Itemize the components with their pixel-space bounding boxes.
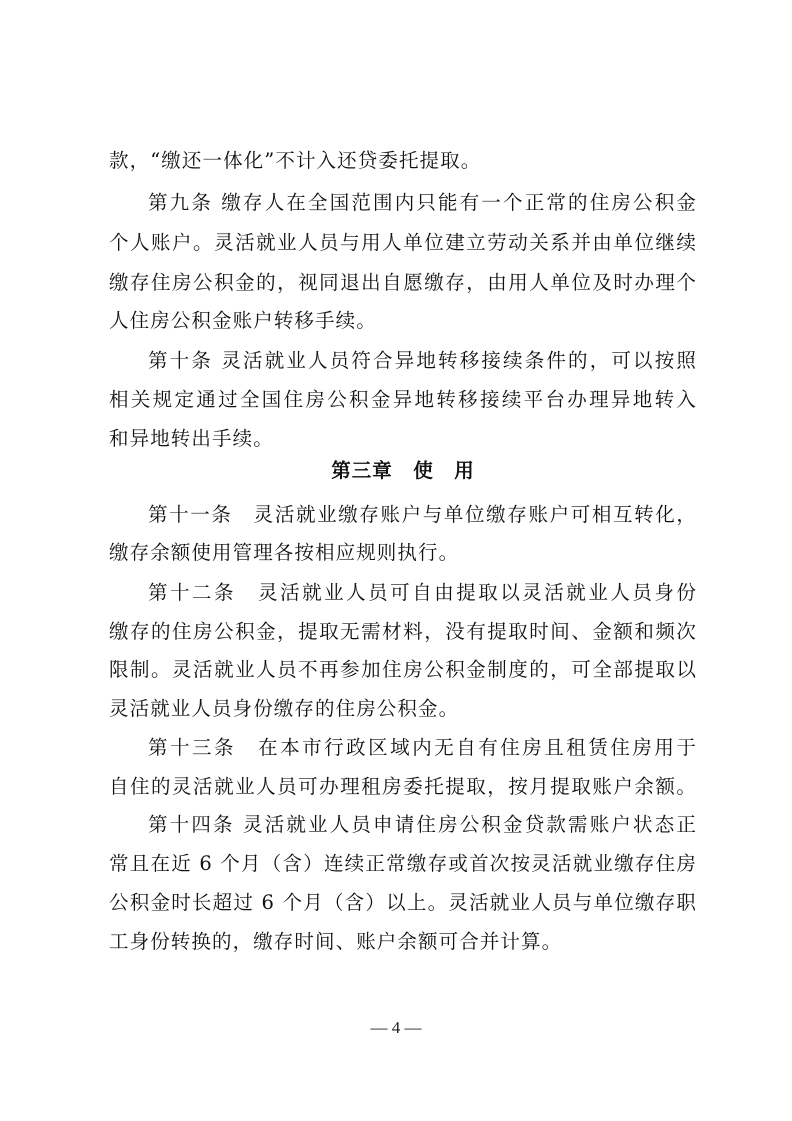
text-line: 常且在近 6 个月（含）连续正常缴存或首次按灵活就业缴存住房: [109, 852, 697, 875]
article-14-start: 第十四条 灵活就业人员申请住房公积金贷款需账户状态正: [148, 813, 697, 836]
text-line: 缴存住房公积金的，视同退出自愿缴存，由用人单位及时办理个: [109, 271, 697, 294]
text-line: 灵活就业人员身份缴存的住房公积金。: [109, 697, 460, 720]
chapter-heading: 第三章 使 用: [331, 459, 475, 482]
text-line: 公积金时长超过 6 个月（含）以上。灵活就业人员与单位缴存职: [109, 891, 697, 914]
article-9-start: 第九条 缴存人在全国范围内只能有一个正常的住房公积金: [148, 191, 697, 214]
text-line: 款，“缴还一体化”不计入还贷委托提取。: [109, 149, 482, 172]
text-line: 和异地转出手续。: [109, 427, 274, 450]
text-line: 自住的灵活就业人员可办理租房委托提取，按月提取账户余额。: [109, 775, 697, 798]
text-line: 个人账户。灵活就业人员与用人单位建立劳动关系并由单位继续: [109, 231, 697, 254]
article-11-start: 第十一条 灵活就业缴存账户与单位缴存账户可相互转化，: [148, 503, 697, 526]
page-number: — 4 —: [370, 1018, 422, 1037]
text-line: 缴存的住房公积金，提取无需材料，没有提取时间、金额和频次: [109, 620, 697, 643]
text-line: 相关规定通过全国住房公积金异地转移接续平台办理异地转入: [109, 388, 697, 411]
article-13-start: 第十三条 在本市行政区域内无自有住房且租赁住房用于: [148, 736, 697, 759]
article-12-start: 第十二条 灵活就业人员可自由提取以灵活就业人员身份: [148, 581, 697, 604]
text-line: 人住房公积金账户转移手续。: [109, 309, 377, 332]
text-line: 限制。灵活就业人员不再参加住房公积金制度的，可全部提取以: [109, 658, 697, 681]
text-line: 工身份转换的，缴存时间、账户余额可合并计算。: [109, 930, 563, 953]
text-line: 缴存余额使用管理各按相应规则执行。: [109, 541, 460, 564]
article-10-start: 第十条 灵活就业人员符合异地转移接续条件的，可以按照: [148, 349, 697, 372]
